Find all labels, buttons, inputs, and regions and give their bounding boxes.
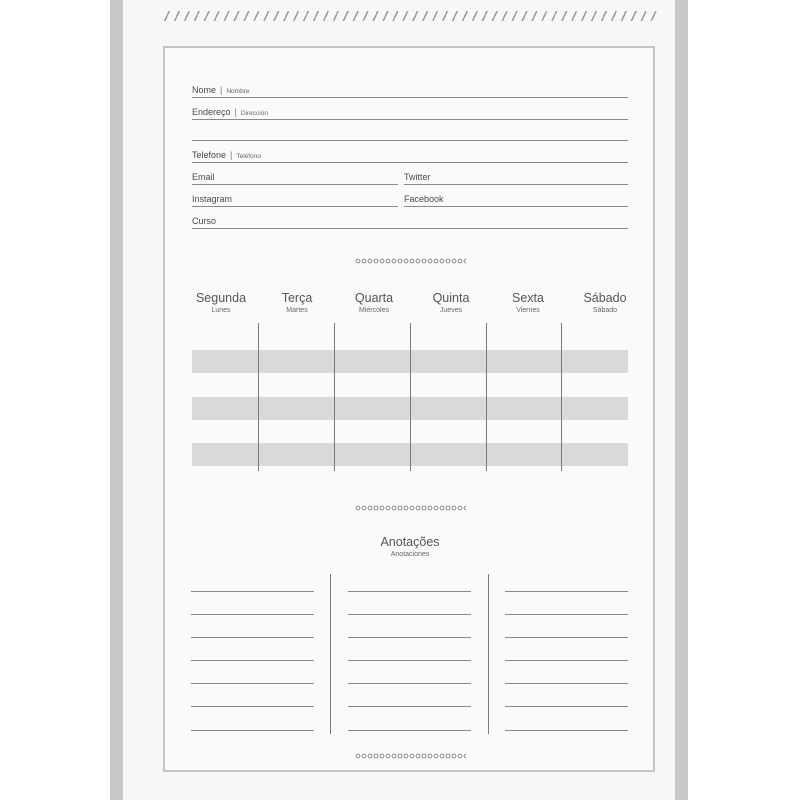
column-divider	[561, 323, 562, 471]
column-divider	[258, 323, 259, 471]
address-field[interactable]: Endereço | Dirección	[192, 102, 628, 120]
note-line[interactable]	[191, 660, 314, 661]
address-sublabel: Dirección	[240, 110, 268, 117]
note-line[interactable]	[191, 614, 314, 615]
note-line[interactable]	[505, 660, 628, 661]
instagram-label: Instagram	[192, 194, 233, 204]
day-label: Sábado	[583, 291, 627, 305]
note-line[interactable]	[505, 591, 628, 592]
day-sublabel: Sábado	[592, 307, 618, 314]
notes-heading	[330, 535, 490, 558]
dotted-divider	[355, 753, 466, 759]
note-line[interactable]	[505, 730, 628, 731]
hatch-decoration	[163, 11, 658, 21]
note-line[interactable]	[191, 591, 314, 592]
day-wednesday	[336, 291, 412, 314]
address-line-2[interactable]	[192, 140, 628, 141]
twitter-field[interactable]	[404, 167, 628, 185]
name-sublabel: Nombre	[226, 88, 250, 95]
dotted-divider	[355, 258, 466, 264]
phone-field[interactable]: Telefone | Teléfono	[192, 145, 628, 163]
notes-column-divider	[488, 574, 489, 734]
note-line[interactable]	[348, 660, 471, 661]
facebook-field[interactable]	[404, 189, 628, 207]
column-divider	[410, 323, 411, 471]
note-line[interactable]	[348, 706, 471, 707]
note-line[interactable]	[348, 637, 471, 638]
day-sublabel: Lunes	[211, 307, 231, 314]
note-line[interactable]	[191, 730, 314, 731]
email-field[interactable]	[192, 167, 398, 185]
day-monday	[183, 291, 259, 314]
name-label: Nome	[192, 85, 217, 95]
course-label: Curso	[192, 216, 217, 226]
day-sublabel: Jueves	[439, 307, 463, 314]
day-sublabel: Viernes	[516, 307, 540, 314]
column-divider	[334, 323, 335, 471]
note-line[interactable]	[191, 706, 314, 707]
day-sublabel: Miércoles	[359, 307, 389, 314]
day-thursday	[413, 291, 489, 314]
note-line[interactable]	[191, 637, 314, 638]
day-label: Sexta	[512, 291, 544, 305]
dotted-divider	[355, 505, 466, 511]
notes-subtitle: Anotaciones	[390, 551, 430, 558]
day-saturday	[567, 291, 643, 314]
address-label: Endereço	[192, 107, 231, 117]
day-tuesday	[259, 291, 335, 314]
name-field[interactable]: Nome | Nombre	[192, 80, 628, 98]
column-divider	[486, 323, 487, 471]
note-line[interactable]	[505, 614, 628, 615]
note-line[interactable]	[505, 637, 628, 638]
notes-column-divider	[330, 574, 331, 734]
day-label: Terça	[281, 291, 313, 305]
day-label: Segunda	[195, 291, 247, 305]
email-label: Email	[192, 172, 215, 182]
day-sublabel: Martes	[286, 307, 308, 314]
phone-sublabel: Teléfono	[236, 153, 261, 160]
facebook-label: Facebook	[404, 194, 444, 204]
course-field[interactable]	[192, 211, 628, 229]
note-line[interactable]	[348, 614, 471, 615]
note-line[interactable]	[505, 683, 628, 684]
phone-label: Telefone	[192, 150, 227, 160]
day-label: Quarta	[354, 291, 394, 305]
note-line[interactable]	[505, 706, 628, 707]
twitter-label: Twitter	[404, 172, 431, 182]
notes-title: Anotações	[380, 535, 440, 549]
note-line[interactable]	[348, 591, 471, 592]
day-label: Quinta	[432, 291, 470, 305]
day-friday	[490, 291, 566, 314]
note-line[interactable]	[191, 683, 314, 684]
note-line[interactable]	[348, 683, 471, 684]
note-line[interactable]	[348, 730, 471, 731]
instagram-field[interactable]	[192, 189, 398, 207]
